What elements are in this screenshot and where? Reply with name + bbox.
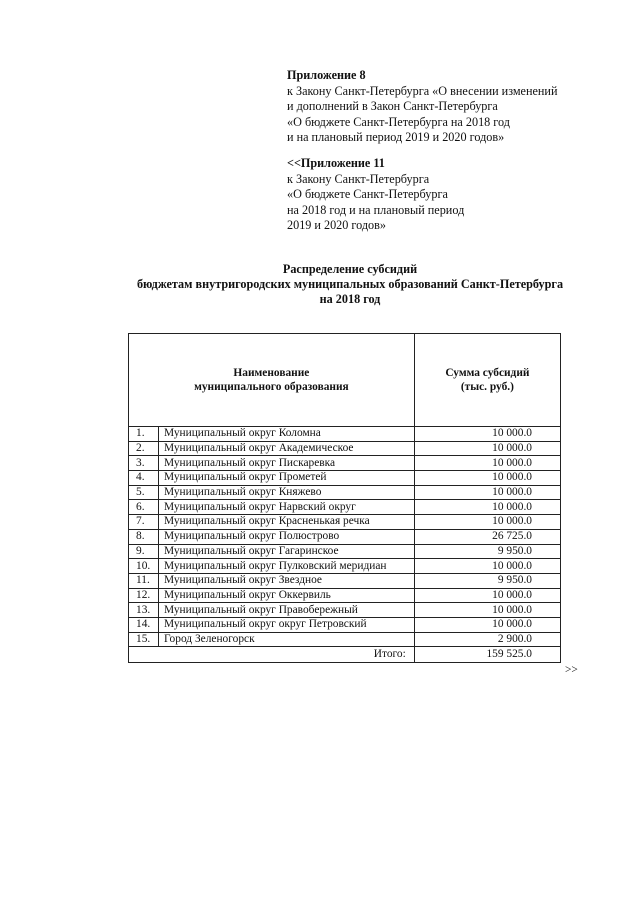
row-municipality: Муниципальный округ Звездное — [158, 573, 414, 588]
header-municipality — [129, 334, 415, 427]
row-municipality: Муниципальный округ Пулковский меридиан — [158, 559, 414, 574]
row-number: 1. — [129, 427, 159, 442]
row-number: 3. — [129, 456, 159, 471]
row-sum: 10 000.0 — [414, 559, 560, 574]
table-row — [129, 544, 561, 559]
subsidy-table — [128, 333, 561, 663]
table-row — [129, 427, 561, 442]
row-sum: 10 000.0 — [414, 427, 560, 442]
row-sum: 10 000.0 — [414, 485, 560, 500]
table-row — [129, 471, 561, 486]
document-title-line-2: бюджетам внутригородских муниципальных образований Санкт-Петербурга — [136, 277, 564, 291]
annex-11-line: «О бюджете Санкт-Петербурга — [287, 187, 448, 201]
table-row — [129, 515, 561, 530]
row-municipality: Муниципальный округ Коломна — [158, 427, 414, 442]
row-municipality: Муниципальный округ Нарвский округ — [158, 500, 414, 515]
row-municipality: Муниципальный округ Красненькая речка — [158, 515, 414, 530]
row-number: 9. — [129, 544, 159, 559]
total-label: Итого: — [129, 647, 415, 663]
row-number: 5. — [129, 485, 159, 500]
row-sum: 2 900.0 — [414, 632, 560, 647]
table-row — [129, 573, 561, 588]
end-quote-mark: >> — [565, 664, 578, 676]
row-sum: 10 000.0 — [414, 515, 560, 530]
table-row — [129, 529, 561, 544]
row-sum: 26 725.0 — [414, 529, 560, 544]
row-sum: 10 000.0 — [414, 588, 560, 603]
row-number: 11. — [129, 573, 159, 588]
total-sum: 159 525.0 — [414, 647, 560, 663]
row-municipality: Муниципальный округ округ Петровский — [158, 617, 414, 632]
annex-11-line: на 2018 год и на плановый период — [287, 202, 465, 217]
row-number: 12. — [129, 588, 159, 603]
table-row — [129, 588, 561, 603]
row-number: 14. — [129, 617, 159, 632]
table-row — [129, 500, 561, 515]
annex-11-heading: <<Приложение 11 — [287, 156, 385, 170]
row-municipality: Муниципальный округ Прометей — [158, 471, 414, 486]
table-row — [129, 441, 561, 456]
row-sum: 9 950.0 — [414, 573, 560, 588]
annex-8-line: к Закону Санкт-Петербурга «О внесении изменений — [287, 83, 558, 98]
document-title: Распределение субсидий — [282, 262, 418, 276]
table-header-row — [129, 334, 561, 427]
table-row — [129, 485, 561, 500]
annex-8-line: и дополнений в Закон Санкт-Петербурга — [287, 99, 498, 113]
row-municipality: Муниципальный округ Полюстрово — [158, 529, 414, 544]
row-sum: 9 950.0 — [414, 544, 560, 559]
row-number: 15. — [129, 632, 159, 647]
table-row — [129, 559, 561, 574]
table-row — [129, 603, 561, 618]
total-row — [129, 647, 561, 663]
row-municipality: Муниципальный округ Гагаринское — [158, 544, 414, 559]
row-number: 8. — [129, 529, 159, 544]
row-municipality: Город Зеленогорск — [158, 632, 414, 647]
row-municipality: Муниципальный округ Княжево — [158, 485, 414, 500]
table-row — [129, 617, 561, 632]
row-number: 6. — [129, 500, 159, 515]
header-sum — [414, 334, 560, 427]
annex-8-line: «О бюджете Санкт-Петербурга на 2018 год — [287, 114, 510, 129]
row-number: 7. — [129, 515, 159, 530]
row-municipality: Муниципальный округ Академическое — [158, 441, 414, 456]
annex-11-line: 2019 и 2020 годов» — [287, 218, 386, 232]
header-sum-line-1: Сумма субсидий — [445, 367, 530, 379]
row-municipality: Муниципальный округ Оккервиль — [158, 588, 414, 603]
document-title-line-3: на 2018 год — [319, 292, 381, 306]
row-sum: 10 000.0 — [414, 471, 560, 486]
annex-8-line: и на плановый период 2019 и 2020 годов» — [287, 130, 505, 144]
row-sum: 10 000.0 — [414, 456, 560, 471]
row-number: 2. — [129, 441, 159, 456]
header-municipality-line-2: муниципального образования — [194, 381, 349, 393]
row-sum: 10 000.0 — [414, 617, 560, 632]
row-municipality: Муниципальный округ Пискаревка — [158, 456, 414, 471]
row-number: 10. — [129, 559, 159, 574]
row-sum: 10 000.0 — [414, 500, 560, 515]
header-municipality-line-1: Наименование — [233, 367, 310, 379]
row-number: 4. — [129, 471, 159, 486]
table-row — [129, 632, 561, 647]
annex-11-reference — [287, 156, 464, 234]
row-number: 13. — [129, 603, 159, 618]
table-row — [129, 456, 561, 471]
row-sum: 10 000.0 — [414, 603, 560, 618]
row-municipality: Муниципальный округ Правобережный — [158, 603, 414, 618]
header-sum-line-2: (тыс. руб.) — [460, 381, 514, 393]
annex-8-reference — [287, 68, 557, 146]
row-sum: 10 000.0 — [414, 441, 560, 456]
annex-8-heading: Приложение 8 — [287, 68, 366, 82]
annex-11-line: к Закону Санкт-Петербурга — [287, 171, 430, 186]
